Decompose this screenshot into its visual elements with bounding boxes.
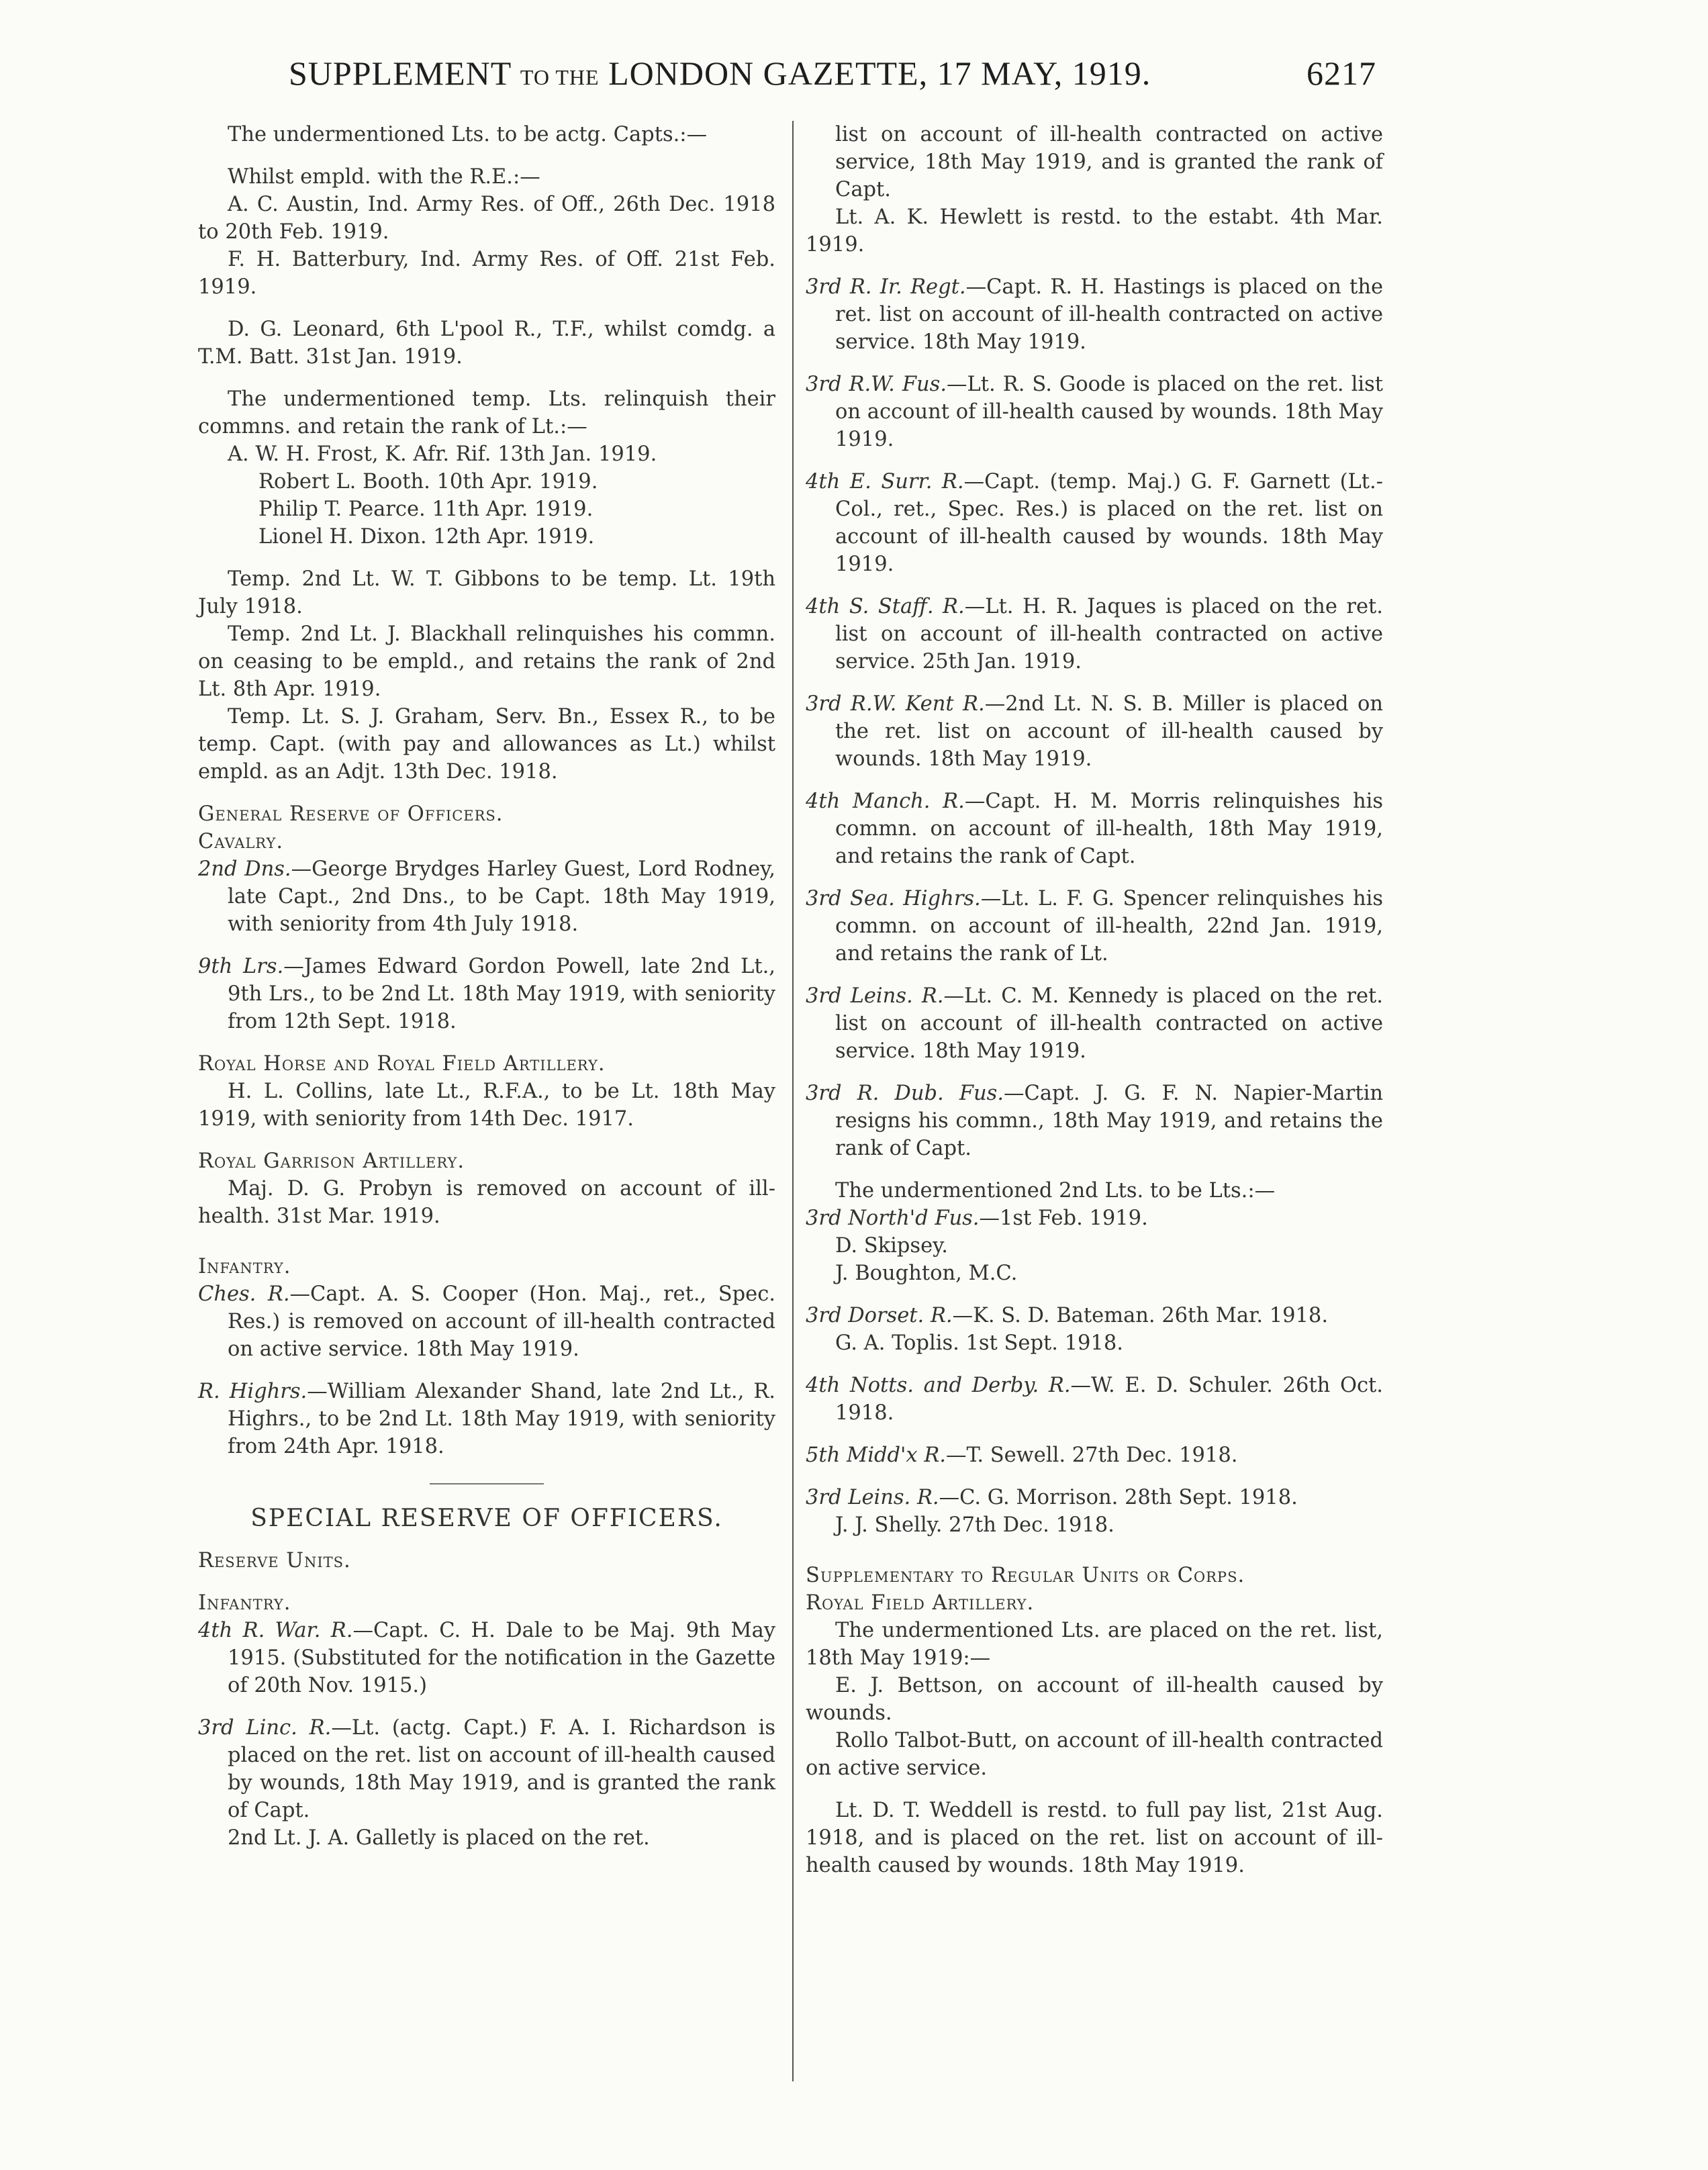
notice: Philip T. Pearce. 11th Apr. 1919.	[258, 498, 594, 521]
notice: Temp. 2nd Lt. W. T. Gibbons to be temp. Lt. 19th July 1918.	[198, 567, 775, 618]
notice-text: —Capt. A. S. Cooper (Hon. Maj., ret., Spec. Res.) is removed on account of ill-health contracted on active service. 18th May 1919.	[228, 1282, 776, 1361]
unit-notice	[806, 273, 1383, 356]
unit-notice	[806, 1442, 1383, 1469]
unit-notice	[806, 788, 1383, 870]
notice: Lt. A. K. Hewlett is restd. to the estabt. 4th Mar. 1919.	[806, 205, 1383, 256]
unit-notice	[806, 982, 1383, 1065]
unit-name: 4th E. Surr. R.	[806, 470, 964, 493]
notice-text: —T. Sewell. 27th Dec. 1918.	[945, 1444, 1238, 1467]
name-entry: G. A. Toplis. 1st Sept. 1918.	[835, 1331, 1123, 1355]
notice-text: —William Alexander Shand, late 2nd Lt., R. Highrs., to be 2nd Lt. 18th May 1919, with seniority from 24th Apr. 1918.	[228, 1380, 775, 1458]
section-heading: Cavalry.	[198, 830, 284, 853]
notice: Maj. D. G. Probyn is removed on account of ill-health. 31st Mar. 1919.	[198, 1177, 775, 1228]
header-to-the: TO THE	[520, 65, 600, 89]
notice: A. C. Austin, Ind. Army Res. of Off., 26th Dec. 1918 to 20th Feb. 1919.	[198, 193, 775, 244]
notice-text: —Lt. (actg. Capt.) F. A. I. Richardson is placed on the ret. list on account of ill-health caused by wounds, 18th May 1919, and is granted the rank of Capt.	[228, 1716, 775, 1822]
unit-name: 9th Lrs.	[198, 955, 284, 978]
unit-notice	[198, 1378, 775, 1460]
notice: Temp. 2nd Lt. J. Blackhall relinquishes his commn. on ceasing to be empld., and retains the rank of 2nd Lt. 8th Apr. 1919.	[198, 622, 775, 701]
unit-name: 4th S. Staff. R.	[806, 595, 965, 618]
notice-text: —George Brydges Harley Guest, Lord Rodney, late Capt., 2nd Dns., to be Capt. 18th May 1919, with seniority from 4th July 1918.	[228, 857, 776, 936]
notice-text: —Lt. C. M. Kennedy is placed on the ret. list on account of ill-health contracted on active service. 18th May 1919.	[835, 984, 1384, 1063]
unit-name: 4th Notts. and Derby. R.	[806, 1374, 1071, 1397]
name-entry: J. Boughton, M.C.	[835, 1262, 1018, 1285]
header-title: LONDON GAZETTE, 17 MAY, 1919.	[608, 54, 1151, 92]
notice: The undermentioned Lts. are placed on the ret. list, 18th May 1919:—	[806, 1619, 1383, 1670]
unit-notice	[198, 855, 775, 938]
page-header	[289, 54, 1376, 101]
unit-name: 3rd Dorset. R.	[806, 1304, 953, 1327]
notice: A. W. H. Frost, K. Afr. Rif. 13th Jan. 1919.	[228, 442, 657, 466]
unit-notice	[198, 1617, 775, 1699]
notice: list on account of ill-health contracted on active service, 18th May 1919, and is granted the rank of Capt.	[835, 123, 1383, 201]
section-heading: Infantry.	[198, 1255, 291, 1278]
notice: The undermentioned 2nd Lts. to be Lts.:—	[835, 1179, 1276, 1202]
unit-name: 2nd Dns.	[198, 857, 291, 881]
unit-notice	[806, 1372, 1383, 1427]
section-heading: Reserve Units.	[198, 1549, 351, 1572]
unit-name: 3rd Linc. R.	[198, 1716, 332, 1740]
notice: E. J. Bettson, on account of ill-health caused by wounds.	[806, 1674, 1383, 1725]
unit-name: R. Highrs.	[198, 1380, 307, 1403]
notice: F. H. Batterbury, Ind. Army Res. of Off. 21st Feb. 1919.	[198, 248, 775, 299]
unit-name: 3rd North'd Fus.	[806, 1207, 980, 1230]
section-heading: Infantry.	[198, 1591, 291, 1615]
notice: Lionel H. Dixon. 12th Apr. 1919.	[258, 525, 595, 549]
unit-notice	[806, 593, 1383, 675]
unit-name: 3rd R. Dub. Fus.	[806, 1082, 1004, 1105]
notice-text: —K. S. D. Bateman. 26th Mar. 1918.	[952, 1304, 1329, 1327]
unit-name: 3rd R.W. Fus.	[806, 373, 947, 396]
notice-text: —Lt. R. S. Goode is placed on the ret. list on account of ill-health caused by wounds. 18th May 1919.	[835, 373, 1383, 451]
unit-name: 3rd Leins. R.	[806, 984, 944, 1008]
unit-notice	[198, 1280, 775, 1363]
notice: Temp. Lt. S. J. Graham, Serv. Bn., Essex R., to be temp. Capt. (with pay and allowances as Lt.) whilst empld. as an Adjt. 13th Dec. 1918.	[198, 705, 775, 784]
notice-text: —Capt. (temp. Maj.) G. F. Garnett (Lt.-Col., ret., Spec. Res.) is placed on the ret. list on account of ill-health caused by wounds. 18th May 1919.	[835, 470, 1383, 576]
notice: Lt. D. T. Weddell is restd. to full pay list, 21st Aug. 1918, and is placed on the ret. list on account of ill-health caused by wounds. 18th May 1919.	[806, 1799, 1383, 1877]
section-divider	[430, 1483, 544, 1484]
section-heading: Royal Garrison Artillery.	[198, 1149, 465, 1173]
unit-notice	[198, 1714, 775, 1824]
section-heading: General Reserve of Officers.	[198, 802, 504, 826]
notice-text: —Lt. H. R. Jaques is placed on the ret. list on account of ill-health contracted on active service. 25th Jan. 1919.	[835, 595, 1383, 673]
unit-notice	[198, 953, 775, 1035]
left-column	[198, 121, 775, 1852]
unit-notice	[806, 1484, 1383, 1511]
notice: The undermentioned Lts. to be actg. Capts.:—	[228, 123, 708, 146]
notice: D. G. Leonard, 6th L'pool R., T.F., whilst comdg. a T.M. Batt. 31st Jan. 1919.	[198, 318, 775, 369]
name-entry: J. J. Shelly. 27th Dec. 1918.	[835, 1513, 1114, 1537]
unit-notice	[806, 371, 1383, 453]
notice-text: —Capt. H. M. Morris relinquishes his commn. on account of ill-health, 18th May 1919, and retains the rank of Capt.	[835, 790, 1383, 868]
notice-text: —1st Feb. 1919.	[979, 1207, 1148, 1230]
notice-text: —Capt. J. G. F. N. Napier-Martin resigns his commn., 18th May 1919, and retains the rank of Capt.	[835, 1082, 1383, 1160]
unit-name: 3rd R.W. Kent R.	[806, 692, 985, 716]
major-heading: SPECIAL RESERVE OF OFFICERS.	[250, 1505, 723, 1532]
notice-text: —2nd Lt. N. S. B. Miller is placed on the ret. list on account of ill-health caused by wounds. 18th May 1919.	[835, 692, 1383, 771]
notice: Robert L. Booth. 10th Apr. 1919.	[258, 470, 598, 493]
column-divider	[792, 121, 794, 2081]
unit-name: 3rd Leins. R.	[806, 1486, 939, 1509]
section-heading: Royal Field Artillery.	[806, 1591, 1035, 1615]
unit-notice	[806, 468, 1383, 578]
notice-text: —Capt. R. H. Hastings is placed on the ret. list on account of ill-health contracted on active service. 18th May 1919.	[835, 275, 1384, 354]
page-number: 6217	[1307, 54, 1376, 92]
name-entry: D. Skipsey.	[835, 1234, 948, 1258]
notice-text: —C. G. Morrison. 28th Sept. 1918.	[939, 1486, 1298, 1509]
section-heading: Royal Horse and Royal Field Artillery.	[198, 1052, 606, 1076]
unit-notice	[806, 1205, 1383, 1232]
unit-name: Ches. R.	[198, 1282, 290, 1306]
notice: Whilst empld. with the R.E.:—	[228, 165, 540, 189]
unit-name: 3rd R. Ir. Regt.	[806, 275, 966, 299]
notice-text: —Lt. L. F. G. Spencer relinquishes his commn. on account of ill-health, 22nd Jan. 1919, and retains the rank of Lt.	[835, 887, 1384, 965]
unit-name: 4th R. War. R.	[198, 1619, 353, 1642]
notice-text: —James Edward Gordon Powell, late 2nd Lt., 9th Lrs., to be 2nd Lt. 18th May 1919, with seniority from 12th Sept. 1918.	[228, 955, 775, 1033]
notice-text: —Capt. C. H. Dale to be Maj. 9th May 1915. (Substituted for the notification in the Gazette of 20th Nov. 1915.)	[228, 1619, 775, 1697]
unit-name: 5th Midd'x R.	[806, 1444, 946, 1467]
notice: Rollo Talbot-Butt, on account of ill-health contracted on active service.	[806, 1729, 1383, 1780]
unit-notice	[806, 885, 1383, 968]
notice-text: —W. E. D. Schuler. 26th Oct. 1918.	[835, 1374, 1383, 1425]
notice: The undermentioned temp. Lts. relinquish their commns. and retain the rank of Lt.:—	[198, 387, 775, 438]
unit-notice	[806, 690, 1383, 773]
unit-name: 4th Manch. R.	[806, 790, 965, 813]
unit-notice	[806, 1302, 1383, 1329]
notice: H. L. Collins, late Lt., R.F.A., to be Lt. 18th May 1919, with seniority from 14th Dec. 1917.	[198, 1080, 775, 1131]
notice: 2nd Lt. J. A. Galletly is placed on the ret.	[228, 1826, 650, 1850]
section-heading: Supplementary to Regular Units or Corps.	[806, 1564, 1245, 1587]
header-prefix: SUPPLEMENT	[289, 54, 512, 92]
right-column	[806, 121, 1383, 1879]
unit-notice	[806, 1080, 1383, 1162]
unit-name: 3rd Sea. Highrs.	[806, 887, 981, 910]
